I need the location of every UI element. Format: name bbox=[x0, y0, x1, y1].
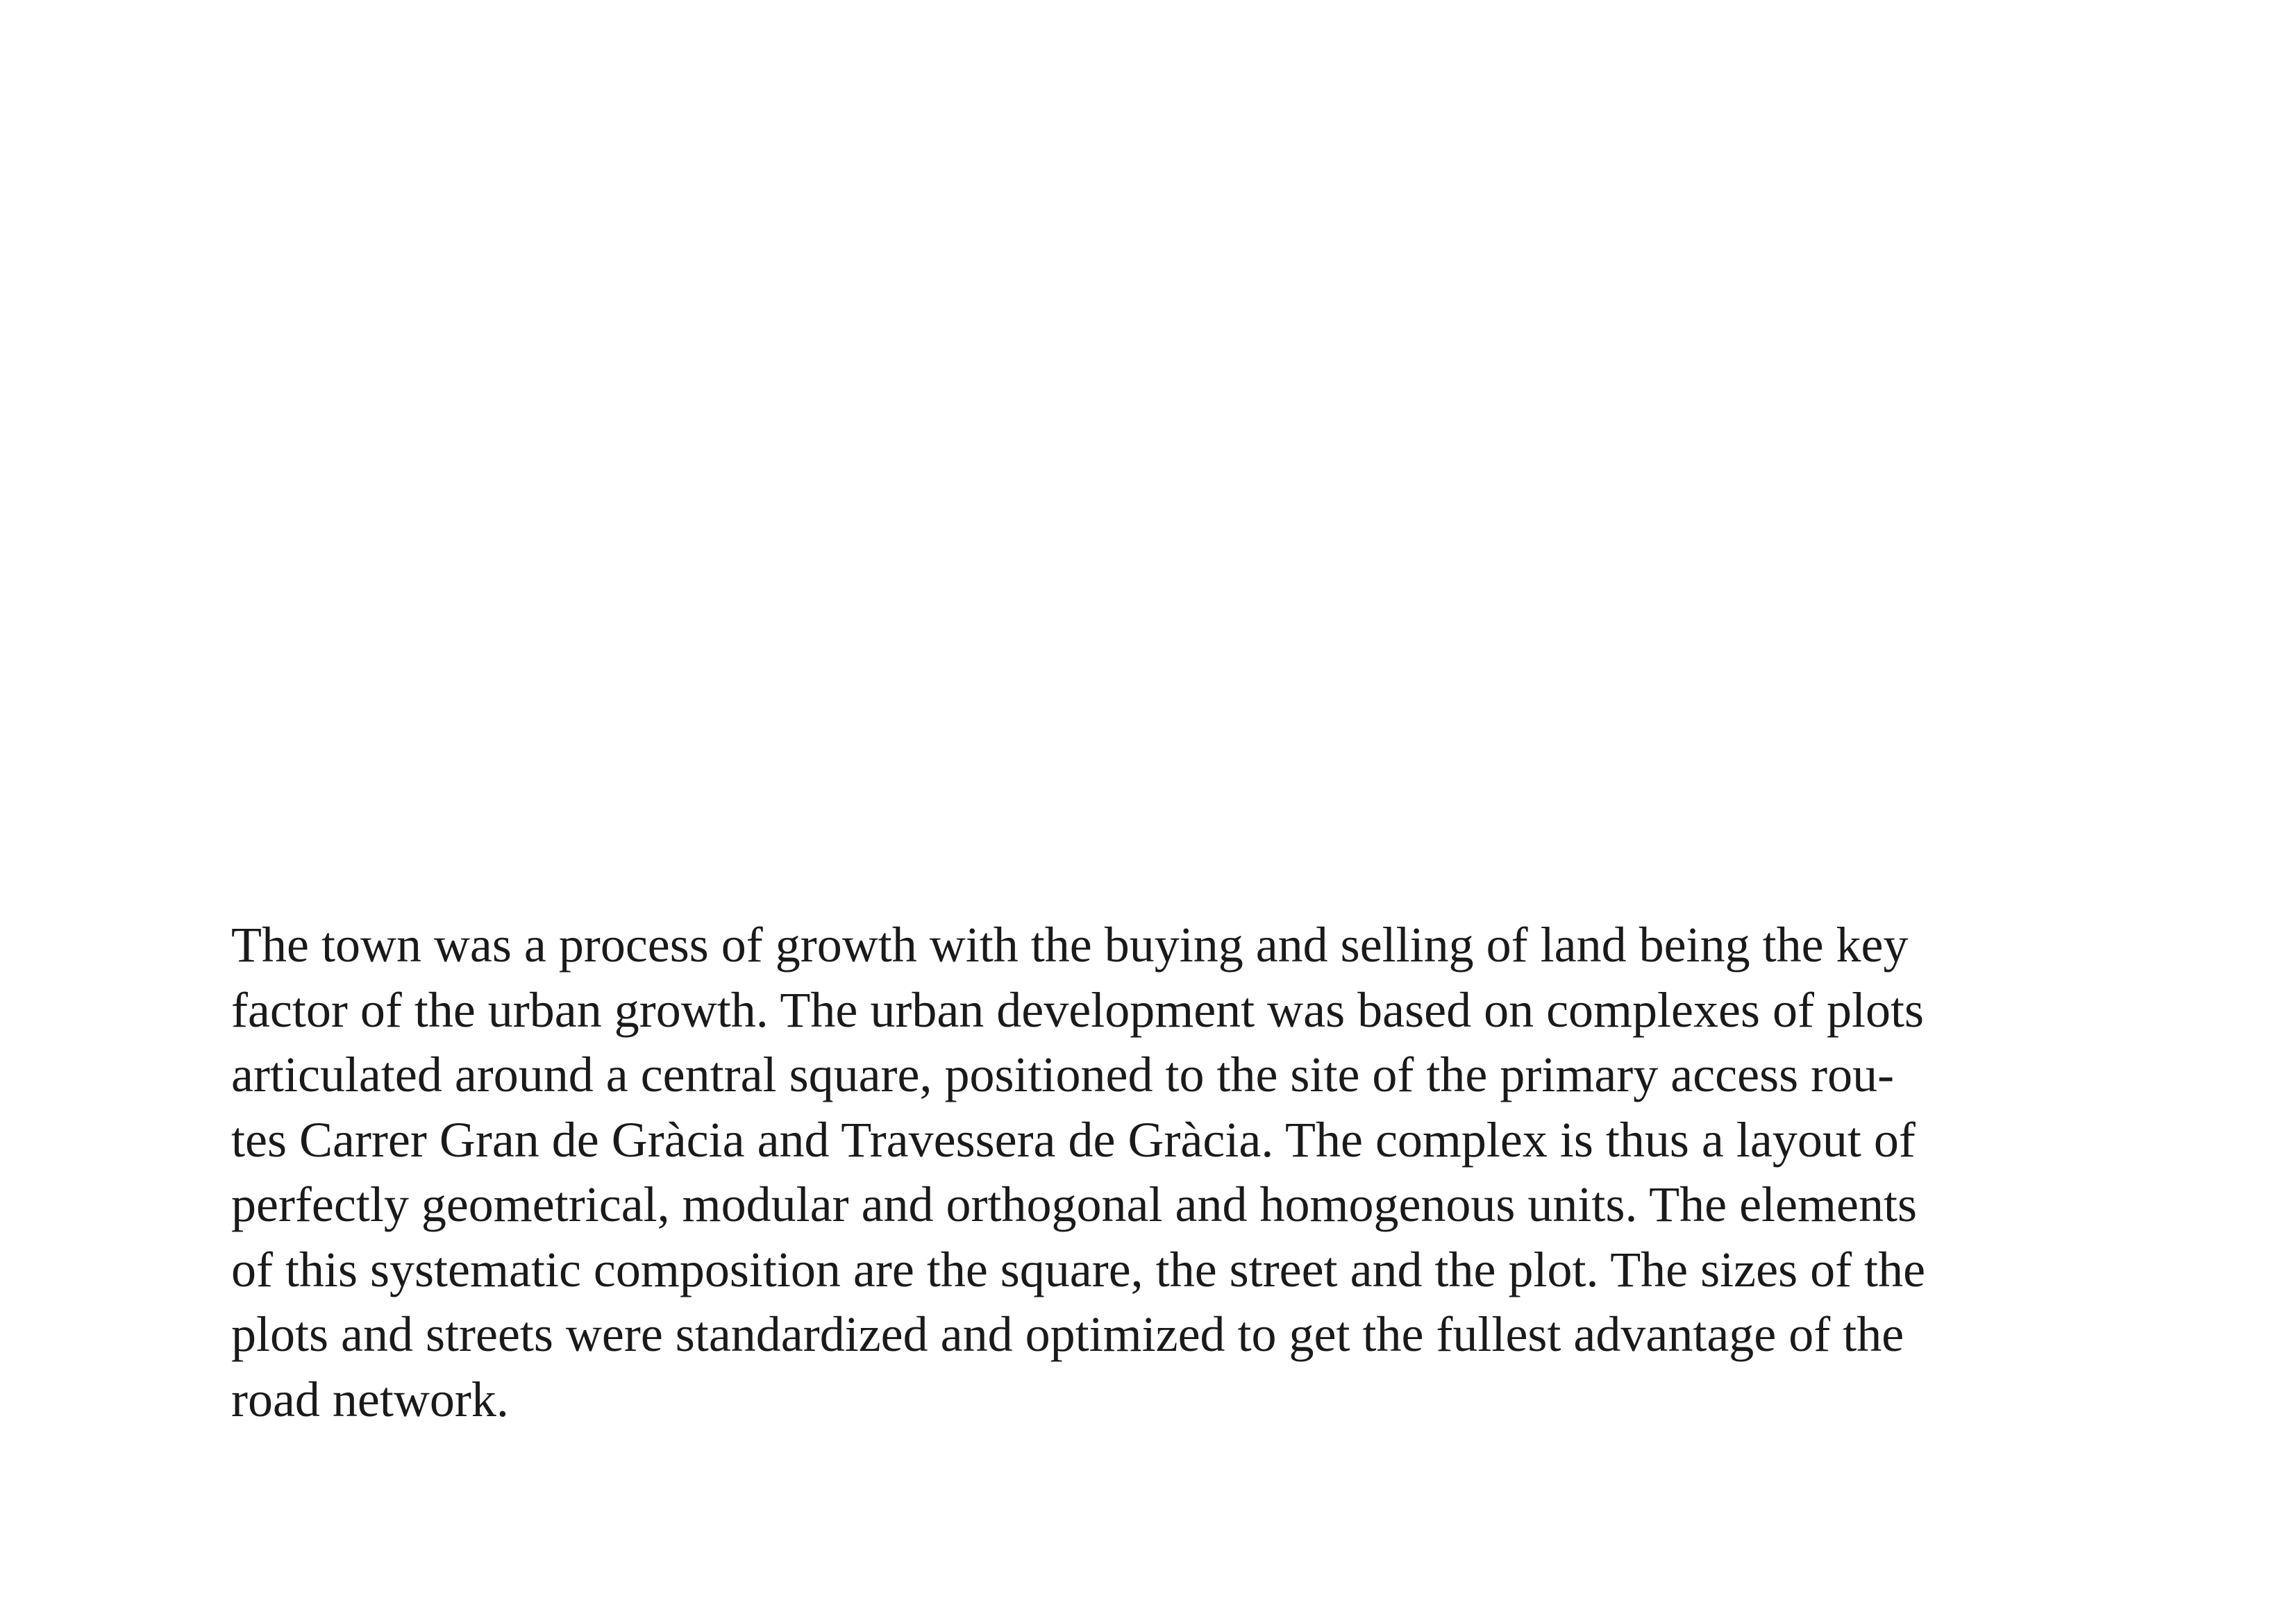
paragraph-line: of this systematic composition are the square, the street and the plot. The sizes of the bbox=[231, 1241, 1926, 1297]
paragraph-line: factor of the urban growth. The urban development was based on complexes of plots bbox=[231, 982, 1924, 1038]
paragraph-line: articulated around a central square, positioned to the site of the primary access rou- bbox=[231, 1047, 1895, 1102]
paragraph-line: road network. bbox=[231, 1371, 509, 1427]
paragraph-line: perfectly geometrical, modular and orthogonal and homogenous units. The elements bbox=[231, 1177, 1917, 1232]
paragraph-line: plots and streets were standardized and optimized to get the fullest advantage of the bbox=[231, 1306, 1904, 1362]
body-paragraph bbox=[231, 913, 2175, 1432]
paragraph-line: The town was a process of growth with the buying and selling of land being the key bbox=[231, 917, 1909, 973]
paragraph-line: tes Carrer Gran de Gràcia and Travessera de Gràcia. The complex is thus a layout of bbox=[231, 1111, 1916, 1168]
